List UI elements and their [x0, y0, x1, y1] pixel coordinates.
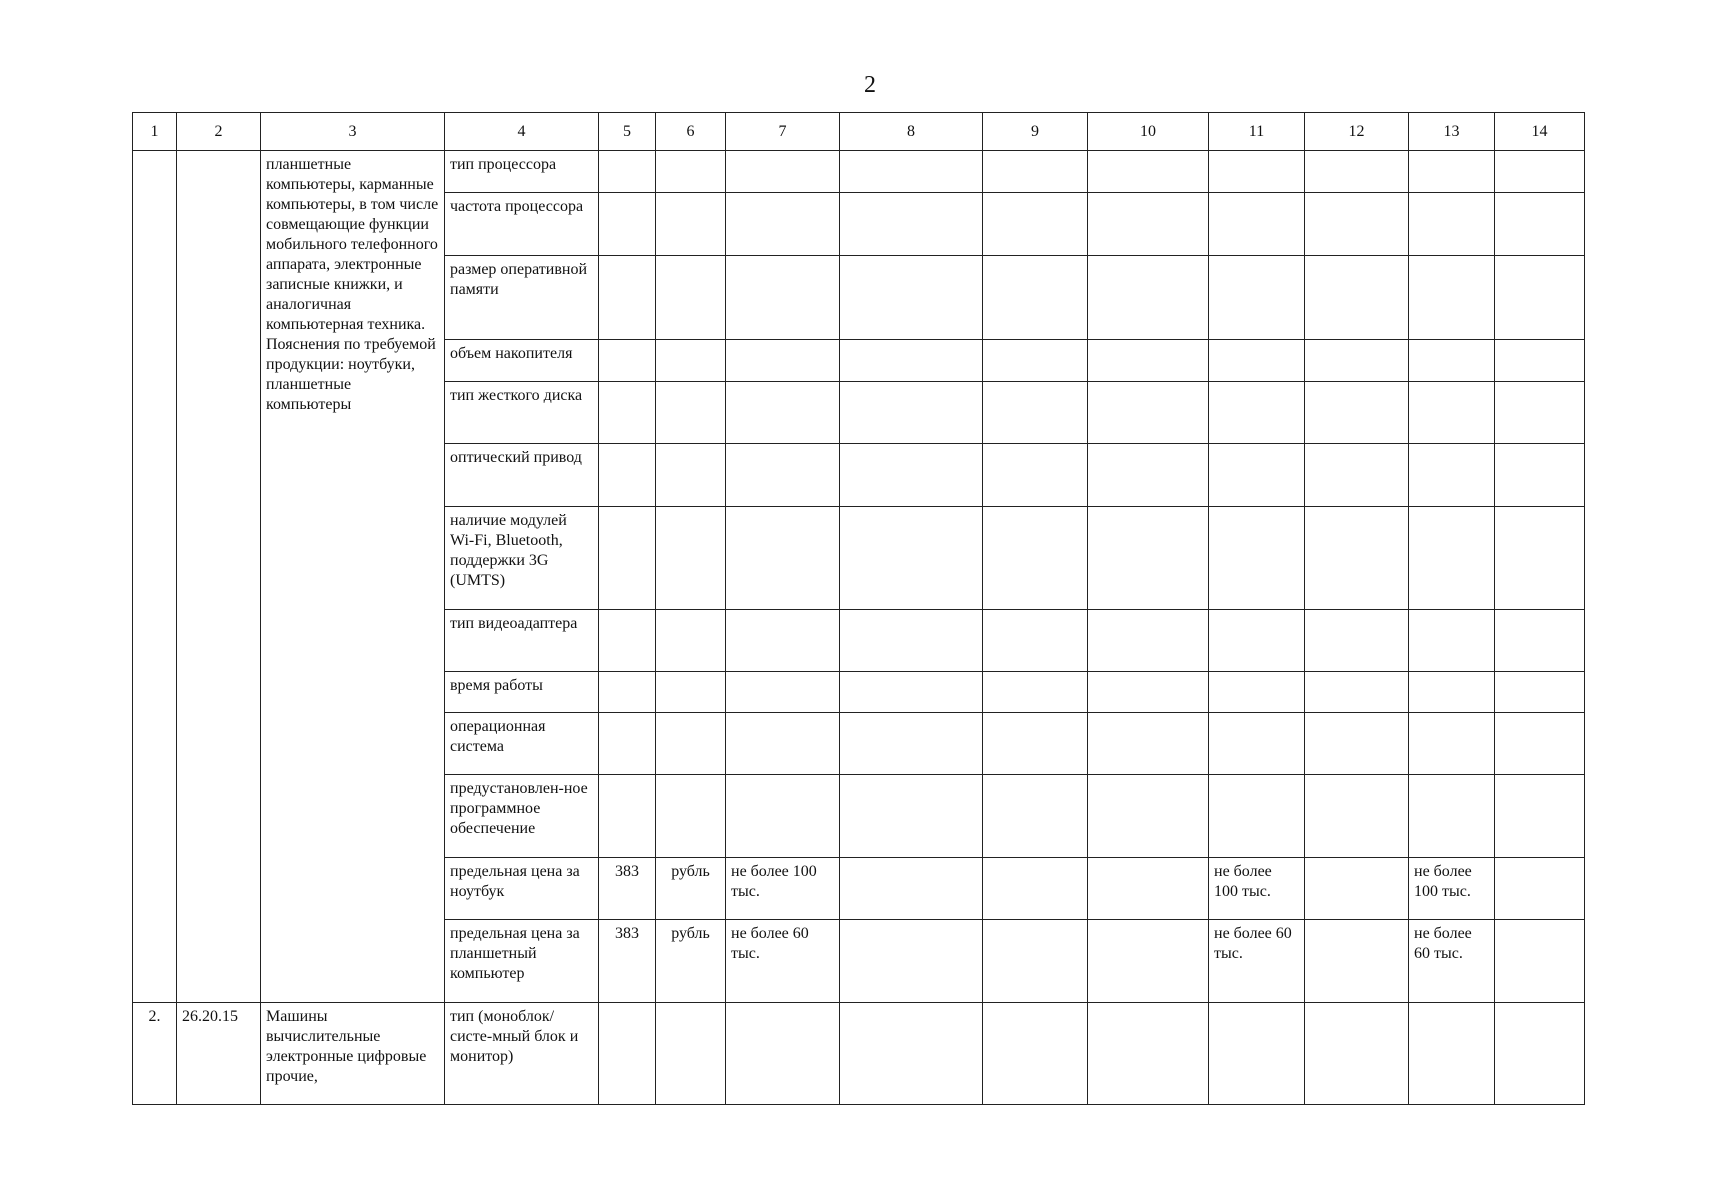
unit-name	[656, 382, 726, 444]
value-cell	[1409, 340, 1495, 382]
characteristic-name: размер оперативной памяти	[445, 256, 599, 340]
value-cell	[1209, 256, 1305, 340]
column-number: 3	[261, 113, 445, 151]
table-row	[133, 151, 1585, 193]
characteristic-name: частота процессора	[445, 193, 599, 256]
unit-name	[656, 507, 726, 610]
unit-code	[599, 610, 656, 672]
value-cell	[726, 444, 840, 507]
column-number: 4	[445, 113, 599, 151]
row-number-cell: 2.	[133, 1003, 177, 1105]
product-description: Машины вычислительные электронные цифровые прочие,	[261, 1003, 445, 1105]
unit-code: 383	[599, 920, 656, 1003]
unit-code	[599, 713, 656, 775]
column-number: 1	[133, 113, 177, 151]
value-cell	[726, 340, 840, 382]
characteristic-name: операционная система	[445, 713, 599, 775]
value-cell	[726, 256, 840, 340]
code-cell	[177, 151, 261, 1003]
value-cell	[726, 775, 840, 858]
product-description: планшетные компьютеры, карманные компьютеры, в том числе совмещающие функции мобильного телефонного аппарата, электронные записные книжки, и аналогичная компьютерная техника. Пояснения по требуемой продукции: ноутбуки, планшетные компьютеры	[261, 151, 445, 1003]
page-number: 2	[864, 72, 876, 98]
value-cell	[1409, 444, 1495, 507]
unit-name	[656, 256, 726, 340]
value-cell: не более 60 тыс.	[1209, 920, 1305, 1003]
table-row	[133, 1003, 1585, 1105]
column-number: 10	[1088, 113, 1209, 151]
value-cell	[1409, 610, 1495, 672]
value-cell: не более 60 тыс.	[1409, 920, 1495, 1003]
unit-code	[599, 672, 656, 713]
characteristic-name: предельная цена за ноутбук	[445, 858, 599, 920]
code-cell: 26.20.15	[177, 1003, 261, 1105]
value-cell	[726, 151, 840, 193]
column-number: 5	[599, 113, 656, 151]
column-number: 8	[840, 113, 983, 151]
value-cell	[726, 382, 840, 444]
column-number: 2	[177, 113, 261, 151]
column-number: 12	[1305, 113, 1409, 151]
characteristic-name: тип видеоадаптера	[445, 610, 599, 672]
unit-name	[656, 672, 726, 713]
column-number: 11	[1209, 113, 1305, 151]
unit-name: рубль	[656, 920, 726, 1003]
unit-name	[656, 193, 726, 256]
value-cell	[726, 713, 840, 775]
unit-code	[599, 382, 656, 444]
row-number-cell	[133, 151, 177, 1003]
value-cell: не более 60 тыс.	[726, 920, 840, 1003]
characteristic-name: предустановлен-ное программное обеспечение	[445, 775, 599, 858]
unit-code: 383	[599, 858, 656, 920]
value-cell	[1209, 382, 1305, 444]
unit-name	[656, 775, 726, 858]
unit-code	[599, 151, 656, 193]
value-cell	[726, 193, 840, 256]
unit-name	[656, 340, 726, 382]
value-cell	[1209, 444, 1305, 507]
value-cell	[1409, 713, 1495, 775]
value-cell	[726, 672, 840, 713]
unit-code	[599, 193, 656, 256]
unit-name	[656, 713, 726, 775]
column-number: 6	[656, 113, 726, 151]
characteristic-name: предельная цена за планшетный компьютер	[445, 920, 599, 1003]
column-number: 9	[983, 113, 1088, 151]
value-cell: не более 100 тыс.	[1409, 858, 1495, 920]
unit-code	[599, 256, 656, 340]
unit-code	[599, 775, 656, 858]
unit-name	[656, 610, 726, 672]
value-cell	[1409, 151, 1495, 193]
value-cell	[1209, 672, 1305, 713]
characteristics-table	[132, 112, 1585, 1105]
value-cell	[1409, 382, 1495, 444]
unit-code	[599, 507, 656, 610]
value-cell	[1209, 713, 1305, 775]
value-cell	[1409, 672, 1495, 713]
value-cell	[1209, 151, 1305, 193]
characteristic-name: время работы	[445, 672, 599, 713]
column-number-row	[133, 113, 1585, 151]
unit-name: рубль	[656, 858, 726, 920]
value-cell	[1409, 775, 1495, 858]
unit-code	[599, 444, 656, 507]
value-cell	[1209, 193, 1305, 256]
characteristic-name: тип (моноблок/систе-мный блок и монитор)	[445, 1003, 599, 1105]
value-cell	[726, 507, 840, 610]
value-cell	[1409, 256, 1495, 340]
characteristic-name: оптический привод	[445, 444, 599, 507]
value-cell	[1409, 193, 1495, 256]
column-number: 14	[1495, 113, 1585, 151]
value-cell	[1209, 775, 1305, 858]
value-cell: не более 100 тыс.	[1209, 858, 1305, 920]
value-cell	[1409, 507, 1495, 610]
characteristic-name: тип процессора	[445, 151, 599, 193]
unit-name	[656, 151, 726, 193]
characteristic-name: тип жесткого диска	[445, 382, 599, 444]
value-cell	[1209, 507, 1305, 610]
value-cell	[726, 610, 840, 672]
value-cell	[1209, 340, 1305, 382]
value-cell: не более 100 тыс.	[726, 858, 840, 920]
column-number: 13	[1409, 113, 1495, 151]
characteristic-name: наличие модулей Wi-Fi, Bluetooth, поддержки 3G (UMTS)	[445, 507, 599, 610]
value-cell	[1209, 610, 1305, 672]
characteristic-name: объем накопителя	[445, 340, 599, 382]
unit-name	[656, 444, 726, 507]
column-number: 7	[726, 113, 840, 151]
unit-code	[599, 340, 656, 382]
